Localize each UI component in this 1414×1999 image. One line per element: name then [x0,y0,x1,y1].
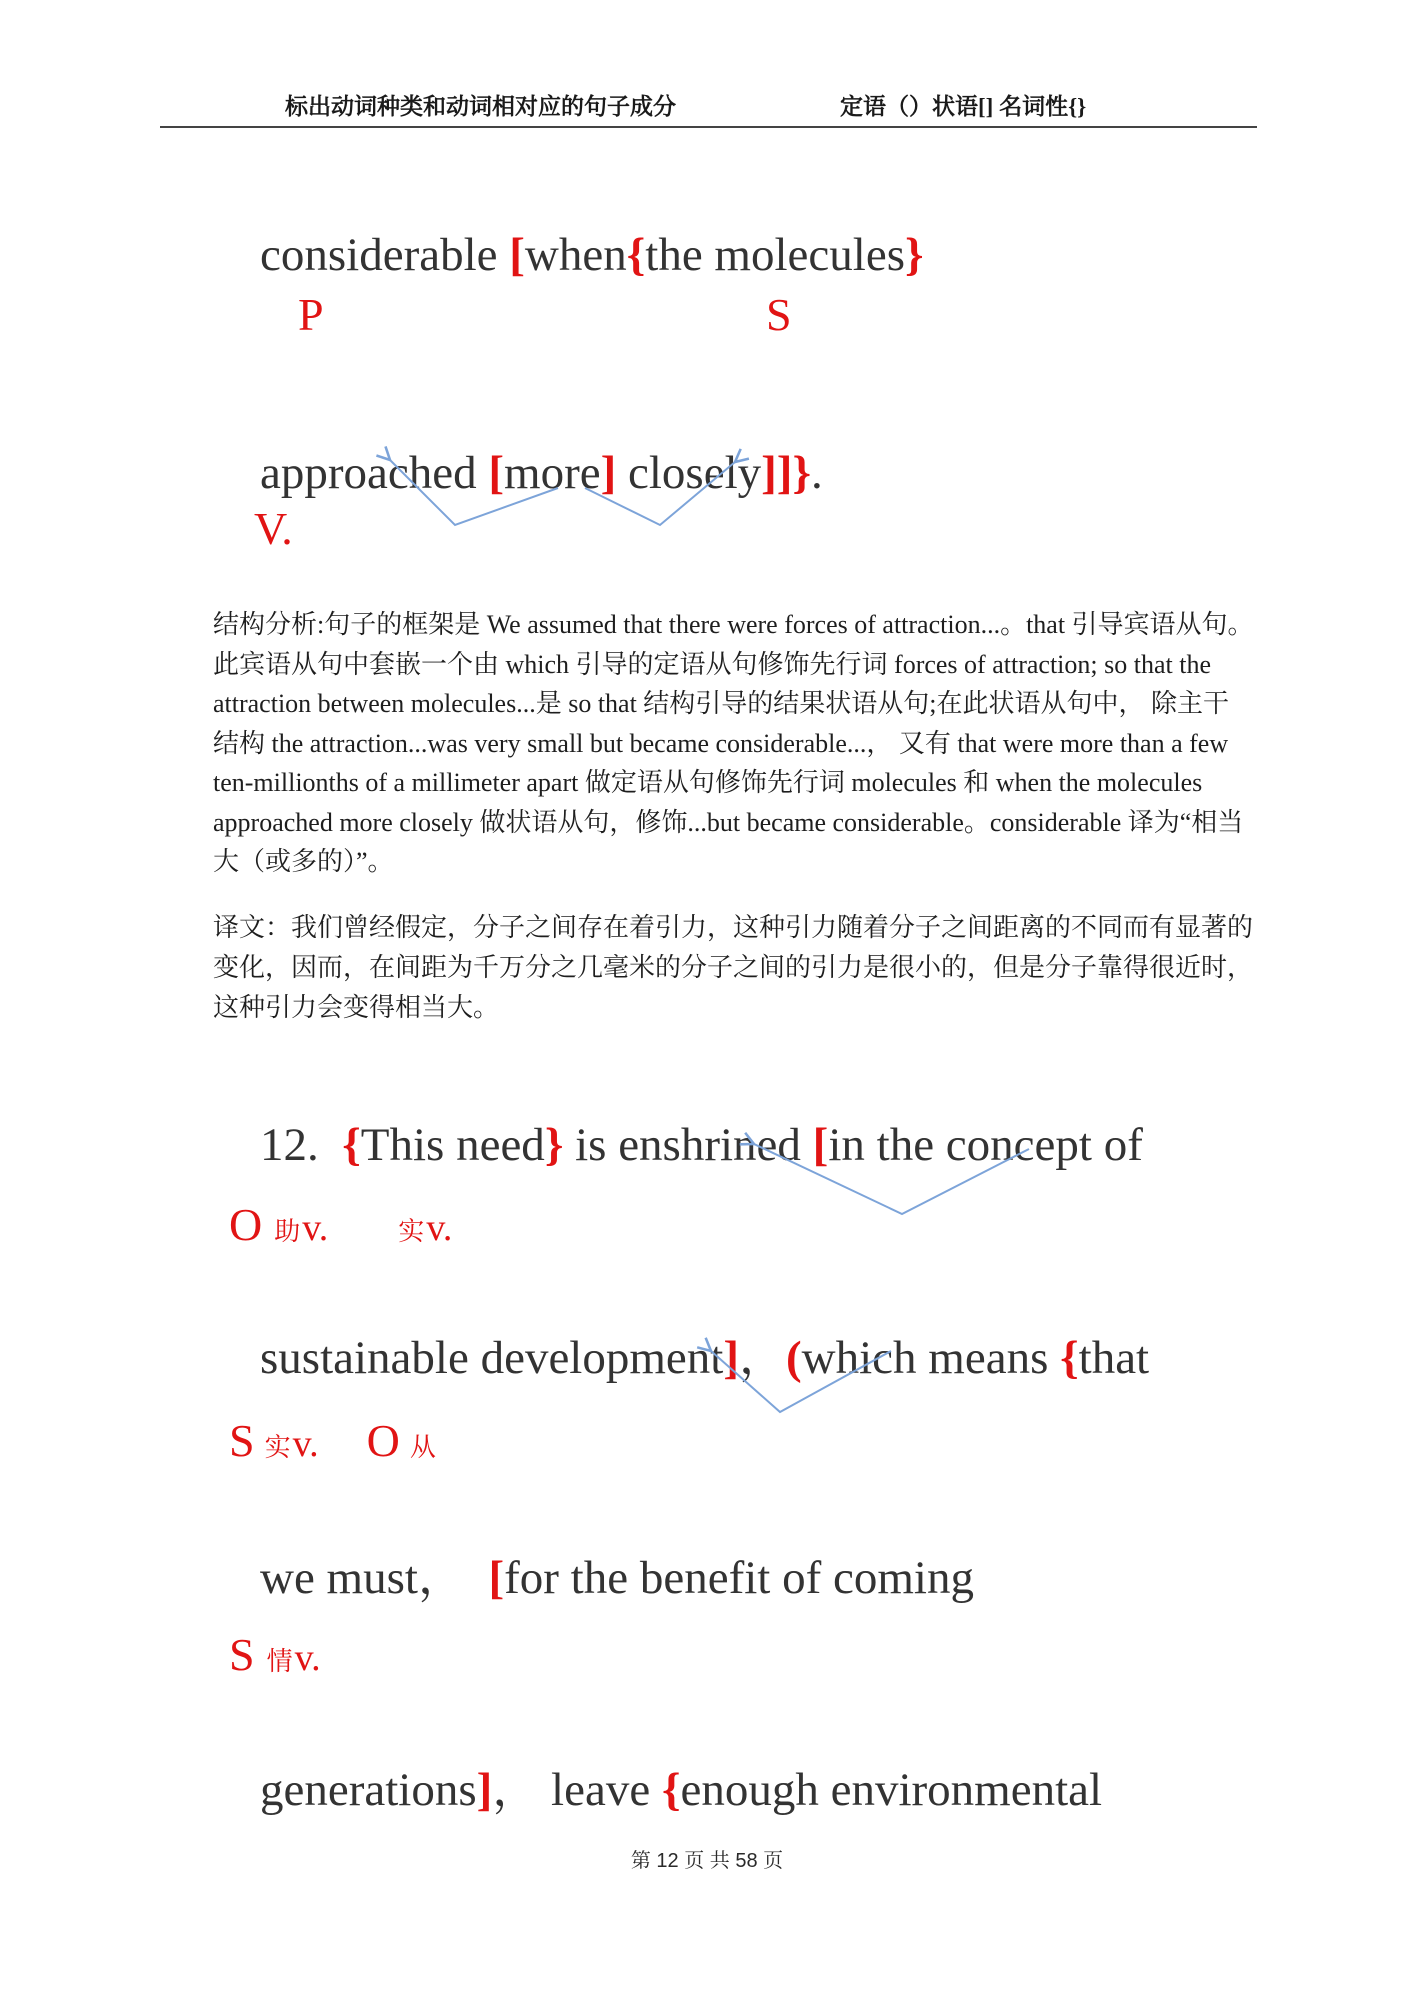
bracket-red: ] [476,1764,493,1816]
text-segment: 12. [260,1119,343,1171]
label-clause-cjk: 从 [409,1433,436,1462]
analysis-line: approached more closely 做状语从句，修饰...but became considerable。considerable 译为“相当 [213,807,1244,837]
bracket-red: [ [812,1119,829,1171]
sentence-line-12c [213,1500,974,1656]
text-segment: sustainable development [260,1332,724,1384]
text-segment: closely [616,447,762,499]
label-row-p-s [0,288,1414,338]
text-segment: more [504,447,601,499]
text-segment: considerable [260,229,510,281]
analysis-paragraph [213,605,1253,882]
bracket-red: ] [723,1332,740,1384]
text-segment: that [1078,1332,1150,1384]
label-subject: S [766,289,792,340]
label-notional-cjk: 实 [398,1217,425,1246]
bracket-red: ] [600,447,617,499]
label-object: O [366,1415,400,1466]
label-modal-cjk: 情 [266,1647,293,1676]
bracket-red: [ [488,1552,505,1604]
text-segment: . [810,447,823,499]
text-segment: generations [260,1764,477,1816]
text-segment: which means [801,1332,1061,1384]
header-divider [160,126,1257,128]
brace-red: { [342,1119,361,1171]
bracket-red: [ [509,229,525,281]
text-segment: the molecules [645,229,905,281]
brace-red: { [661,1764,681,1816]
text-segment: when [524,229,627,281]
label-row-subject-object [213,1396,436,1485]
label-verb: v. [302,1207,329,1249]
text-segment: This need [360,1119,545,1171]
analysis-line: attraction between molecules...是 so that 结构引导的结果状语从句;在此状语从句中， 除主干 [213,689,1230,718]
analysis-line: 结构分析:句子的框架是 We assumed that there were forces of attraction...。that 引导宾语从句。 [213,610,1254,639]
brace-red: } [904,229,924,281]
sentence-line-2 [213,395,823,551]
label-row-object-verbs [213,1180,452,1269]
text-segment: enough environmental [680,1764,1103,1816]
bracket-red: [ [488,447,505,499]
label-notional-cjk: 实 [264,1433,291,1462]
header-left-title: 标出动词种类和动词相对应的句子成分 [285,94,676,119]
text-segment: we must， [260,1552,489,1604]
analysis-line: ten-millionths of a millimeter apart 做定语从句修饰先行词 molecules 和 when the molecules [213,768,1203,797]
label-row-subject-modal [213,1610,321,1699]
label-object: O [229,1199,263,1250]
text-segment: is enshrined [563,1119,813,1171]
header-right-legend: 定语（）状语[] 名词性{} [840,94,1087,119]
label-verb: v. [292,1423,319,1465]
label-predicate: P [298,289,324,340]
translation-line: 变化，因而，在间距为千万分之几毫米的分子之间的引力是很小的，但是分子靠得很近时， [213,953,1254,982]
label-verb: v. [426,1207,453,1249]
text-segment: for the benefit of coming [504,1552,974,1604]
paren-red: ( [786,1332,802,1384]
analysis-line: 大（或多的）”。 [213,847,394,876]
label-verb: v. [294,1637,321,1679]
translation-line: 译文：我们曾经假定，分子之间存在着引力，这种引力随着分子之间距离的不同而有显著的 [213,913,1254,942]
translation-paragraph [213,908,1253,1028]
brace-red: { [626,229,646,281]
text-segment: in the concept of [828,1119,1143,1171]
bracket-red: ]]} [761,447,811,499]
label-verb: V. [254,503,293,554]
label-subject: S [229,1415,255,1466]
analysis-line: 此宾语从句中套嵌一个由 which 引导的定语从句修饰先行词 forces of attraction; so that the [213,649,1211,679]
brace-red: { [1060,1332,1079,1384]
label-subject: S [229,1629,255,1680]
label-auxiliary-cjk: 助 [274,1217,301,1246]
brace-red: } [544,1119,564,1171]
analysis-line: 结构 the attraction...was very small but became considerable...， 又有 that were more than a few [213,728,1229,758]
page-number: 第 12 页 共 58 页 [630,1850,784,1872]
text-segment: ， [739,1332,787,1384]
text-segment: approached [260,447,489,499]
translation-line: 这种引力会变得相当大。 [213,993,500,1022]
text-segment: ， leave [492,1764,662,1816]
